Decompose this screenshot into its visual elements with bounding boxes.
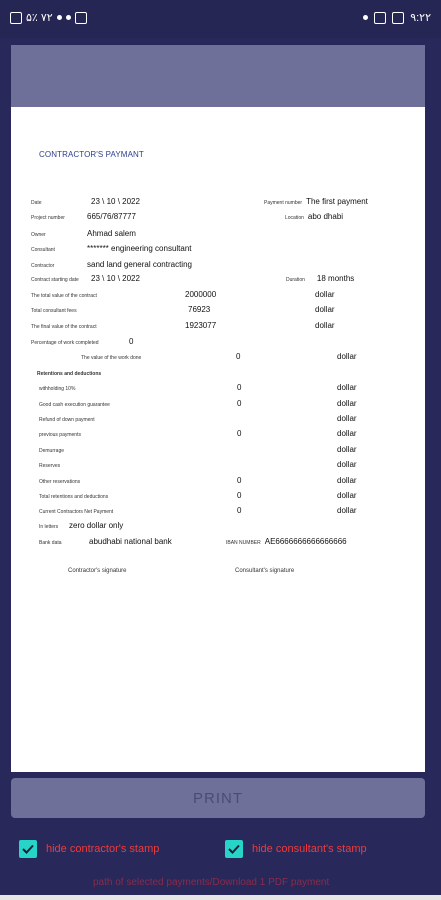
selected-payments-path: path of selected payments/Download 1 PDF payment [93, 877, 330, 888]
owner-label: Owner [31, 232, 46, 238]
contractor-value: sand land general contracting [87, 260, 192, 269]
owner-row [31, 226, 136, 238]
bank-row [39, 534, 172, 546]
owner-value: Ahmad salem [87, 229, 136, 238]
deduction-unit: dollar [337, 491, 357, 500]
deduction-unit: dollar [337, 445, 357, 454]
deduction-value: 0 [237, 399, 242, 408]
deduction-value: 0 [237, 476, 242, 485]
payment-number-value: The first payment [306, 197, 368, 206]
percentage-row [31, 334, 133, 346]
deduction-unit: dollar [337, 399, 357, 408]
deduction-label: Total retentions and deductions [39, 494, 109, 500]
start-date-value: 23 \ 10 \ 2022 [91, 274, 140, 283]
percentage-label: Percentage of work completed [31, 340, 99, 346]
date-value: 23 \ 10 \ 2022 [91, 197, 140, 206]
clock: ۹:۲۲ [410, 12, 431, 24]
image-icon [392, 12, 404, 24]
deduction-unit: dollar [337, 460, 357, 469]
deduction-unit: dollar [337, 383, 357, 392]
payment-document [11, 107, 425, 772]
wifi-icon [66, 15, 71, 20]
deduction-row [39, 380, 241, 392]
hide-contractor-stamp-option[interactable] [19, 840, 159, 858]
deduction-row [39, 503, 241, 515]
iban-label: IBAN NUMBER [226, 540, 261, 546]
status-left [10, 11, 87, 24]
payment-number-row [264, 194, 368, 206]
work-done-row [81, 349, 240, 361]
contractor-label: Contractor [31, 263, 55, 269]
deduction-unit: dollar [337, 506, 357, 515]
duration-value: 18 months [316, 274, 355, 283]
deduction-label: previous payments [39, 432, 81, 438]
date-label: Date [31, 200, 42, 206]
total-contract-label: The total value of the contract [31, 293, 97, 299]
iban-row [226, 534, 347, 546]
consultant-value: ******* engineering consultant [87, 244, 192, 253]
letters-value: zero dollar only [69, 521, 124, 530]
location-value: abo dhabi [307, 212, 344, 221]
payment-number-label: Payment number [264, 200, 303, 206]
total-contract-value: 2000000 [185, 290, 217, 299]
deduction-row [39, 411, 237, 423]
app-icon [374, 12, 386, 24]
deduction-row [39, 442, 237, 454]
deduction-row [39, 473, 241, 485]
consultant-fees-label: Total consultant fees [31, 308, 77, 314]
project-number-value: 665/76/87777 [87, 212, 136, 221]
deduction-value: 0 [237, 429, 242, 438]
hide-contractor-stamp-checkbox[interactable] [19, 840, 37, 858]
hide-consultant-stamp-checkbox[interactable] [225, 840, 243, 858]
signal-icon [57, 15, 62, 20]
contractor-row [31, 257, 192, 269]
letters-label: In letters [39, 524, 59, 530]
deduction-label: withholding 10% [39, 386, 76, 392]
deduction-value: 0 [237, 491, 242, 500]
start-date-row [31, 271, 140, 283]
total-contract-row [31, 287, 216, 299]
deduction-row [39, 488, 241, 500]
preview-header [11, 45, 425, 107]
date-row [31, 194, 140, 206]
consultant-label: Consultant [31, 247, 55, 253]
hide-contractor-stamp-label: hide contractor's stamp [46, 843, 160, 855]
deduction-label: Refund of down payment [39, 417, 95, 423]
deduction-unit: dollar [337, 476, 357, 485]
consultant-signature: Consultant's signature [235, 568, 295, 574]
location-label: Location [285, 215, 304, 221]
letters-row [39, 518, 123, 530]
work-done-value: 0 [236, 352, 241, 361]
notification-dot-icon [363, 15, 368, 20]
project-number-label: Project number [31, 215, 65, 221]
deduction-label: Demurrage [39, 448, 65, 454]
alarm-icon [75, 12, 87, 24]
final-value-row [31, 318, 216, 330]
total-contract-unit: dollar [315, 290, 335, 299]
duration-label: Duration [286, 277, 305, 283]
retentions-heading: Retentions and deductions [37, 371, 102, 377]
work-done-label: The value of the work done [81, 355, 142, 361]
deduction-row [39, 426, 241, 438]
hide-consultant-stamp-option[interactable] [225, 840, 367, 858]
status-right [363, 11, 431, 24]
percentage-value: 0 [129, 337, 134, 346]
project-number-row [31, 209, 136, 221]
checkmark-icon [21, 842, 35, 856]
duration-row [286, 271, 354, 283]
final-value-label: The final value of the contract [31, 324, 97, 330]
deduction-unit: dollar [337, 414, 357, 423]
deduction-value: 0 [237, 506, 242, 515]
print-button[interactable]: PRINT [11, 778, 425, 818]
deduction-row [39, 396, 241, 408]
deduction-label: Good cash execution guarantee [39, 402, 110, 408]
deduction-label: Current Contractors Net Payment [39, 509, 114, 515]
deduction-row [39, 457, 237, 469]
checkmark-icon [227, 842, 241, 856]
consultant-fees-value: 76923 [188, 305, 211, 314]
deduction-value: 0 [237, 383, 242, 392]
hide-consultant-stamp-label: hide consultant's stamp [252, 843, 367, 855]
final-value-unit: dollar [315, 321, 335, 330]
deduction-label: Reserves [39, 463, 61, 469]
document-title: CONTRACTOR'S PAYMANT [39, 150, 144, 159]
status-bar [0, 0, 441, 38]
gallery-icon [10, 12, 22, 24]
work-done-unit: dollar [337, 352, 357, 361]
bottom-edge [0, 895, 441, 900]
contractor-signature: Contractor's signature [68, 568, 127, 574]
iban-value: AE6666666666666666 [264, 537, 347, 546]
bank-label: Bank data [39, 540, 62, 546]
bank-value: abudhabi national bank [89, 537, 172, 546]
location-row [285, 209, 343, 221]
consultant-row [31, 241, 192, 253]
start-date-label: Contract starting date [31, 277, 79, 283]
deduction-unit: dollar [337, 429, 357, 438]
consultant-fees-row [31, 302, 210, 314]
deduction-label: Other reservations [39, 479, 81, 485]
final-value-value: 1923077 [185, 321, 217, 330]
battery-percent: ۵٪ ۷۲ [26, 12, 53, 24]
consultant-fees-unit: dollar [315, 305, 335, 314]
